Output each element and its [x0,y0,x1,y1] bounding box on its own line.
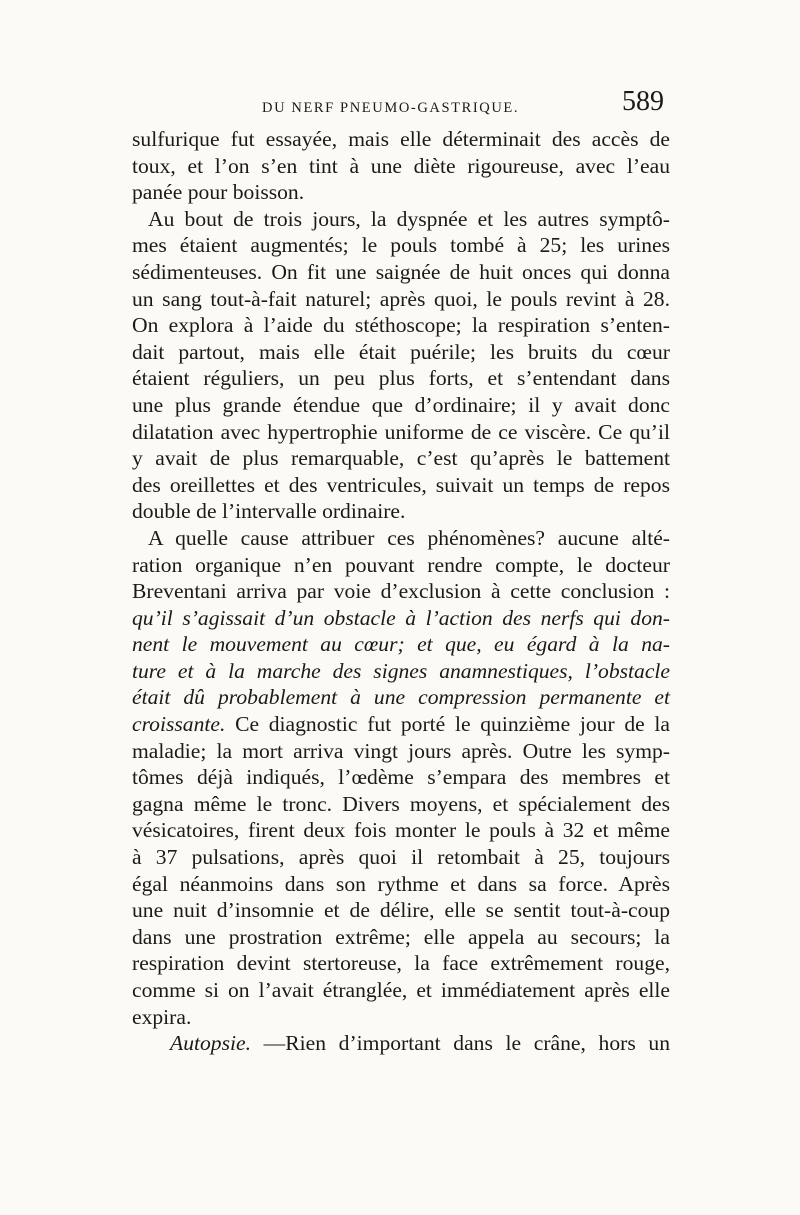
text-line-mixed [132,711,670,738]
text-line: gagna même le tronc. Divers moyens, et spécialement des [132,791,670,816]
text-line: maladie; la mort arriva vingt jours après. Outre les symp- [132,738,670,763]
text-line: des oreillettes et des ventricules, suivait un temps de repos [132,472,670,497]
text-line: dait partout, mais elle était puérile; les bruits du cœur [132,339,670,364]
text-line: étaient réguliers, un peu plus forts, et s’entendant dans [132,366,670,391]
running-title: DU NERF PNEUMO-GASTRIQUE. [262,100,520,116]
text-line: ture et à la marche des signes anamnestiques, l’obstacle [132,658,670,683]
text-line: à 37 pulsations, après quoi il retombait à 25, toujours [132,845,670,870]
roman-segment: Ce diagnostic fut porté le quinzième jour de la [225,712,670,737]
text-line: était dû probablement à une compression permanente et [132,685,670,710]
text-line: vésicatoires, firent deux fois monter le pouls à 32 et même [132,818,670,843]
text-line: toux, et l’on s’en tint à une diète rigoureuse, avec l’eau [132,153,670,178]
body-text [132,126,670,1057]
text-line: dilatation avec hypertrophie uniforme de ce viscère. Ce qu’il [132,419,670,444]
italic-segment: croissante. [132,712,226,737]
italic-segment: Autopsie. [170,1031,251,1056]
text-line-mixed [132,1030,670,1057]
text-line: panée pour boisson. [132,180,305,205]
text-line: nent le mouvement au cœur; et que, eu égard à la na- [132,632,670,657]
page-header [0,86,800,126]
text-line: égal néanmoins dans son rythme et dans sa force. Après [132,871,670,896]
text-line: une nuit d’insomnie et de délire, elle se sentit tout-à-coup [132,898,670,923]
text-line: ration organique n’en pouvant rendre compte, le docteur [132,552,670,577]
text-line: qu’il s’agissait d’un obstacle à l’action des nerfs qui don- [132,605,670,630]
text-line: une plus grande étendue que d’ordinaire; il y avait donc [132,392,670,417]
page-number: 589 [622,86,664,117]
text-line: mes étaient augmentés; le pouls tombé à 25; les urines [132,233,670,258]
text-line: On explora à l’aide du stéthoscope; la respiration s’enten- [132,313,670,338]
text-line: un sang tout-à-fait naturel; après quoi, le pouls revint à 28. [132,286,670,311]
text-line: sulfurique fut essayée, mais elle déterminait des accès de [132,127,670,151]
text-line: sédimenteuses. On fit une saignée de huit onces qui donna [132,259,670,284]
text-line: double de l’intervalle ordinaire. [132,499,406,524]
text-line: y avait de plus remarquable, c’est qu’après le battement [132,446,670,471]
text-line: tômes déjà indiqués, l’œdème s’empara des membres et [132,765,670,790]
text-line: dans une prostration extrême; elle appela au secours; la [132,924,670,949]
text-line: Au bout de trois jours, la dyspnée et les autres symptô- [148,206,670,231]
text-line: respiration devint stertoreuse, la face extrêmement rouge, [132,951,670,976]
text-line: Breventani arriva par voie d’exclusion à cette conclusion : [132,579,670,604]
text-line: expira. [132,1004,192,1029]
text-line: comme si on l’avait étranglée, et immédiatement après elle [132,978,670,1002]
text-line: A quelle cause attribuer ces phénomènes? aucune alté- [148,525,670,550]
roman-segment: —Rien d’important dans le crâne, hors un [250,1031,670,1056]
